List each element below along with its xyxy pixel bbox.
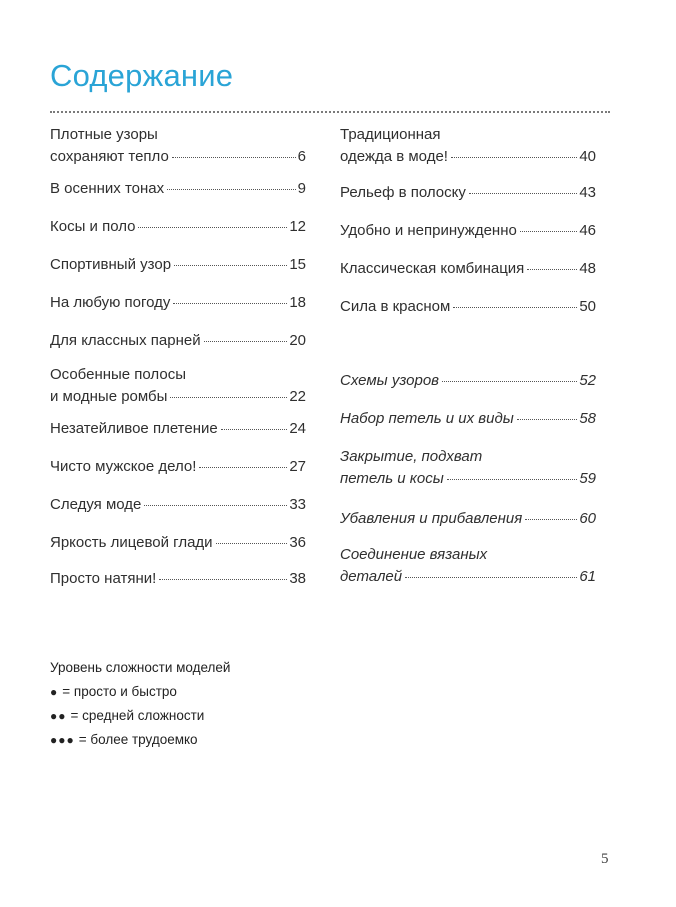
toc-page-number: 33 <box>289 496 306 513</box>
toc-page-number: 43 <box>579 184 596 201</box>
toc-entry[interactable] <box>50 456 306 478</box>
toc-page-number: 12 <box>289 218 306 235</box>
toc-entry[interactable] <box>50 254 306 276</box>
toc-page-number: 36 <box>289 534 306 551</box>
toc-entry-title: Убавления и прибавления <box>340 510 523 527</box>
toc-entry-title: Набор петель и их виды <box>340 410 514 427</box>
dot-leader <box>170 396 287 398</box>
toc-entry[interactable] <box>50 124 306 168</box>
toc-entry-row <box>340 258 596 280</box>
toc-entry-title: деталей <box>340 568 403 585</box>
toc-entry-row <box>340 566 596 588</box>
toc-entry-title: Незатейливое плетение <box>50 420 218 437</box>
toc-entry-title: Просто натяни! <box>50 570 157 587</box>
toc-page-number: 22 <box>289 388 306 405</box>
toc-page-number: 52 <box>579 372 596 389</box>
toc-page-number: 60 <box>579 510 596 527</box>
legend-item-medium <box>50 708 230 723</box>
toc-entry-title: Рельеф в полоску <box>340 184 466 201</box>
toc-entry-row <box>50 330 306 352</box>
toc-entry-row <box>50 418 306 440</box>
toc-entry-row <box>50 532 306 554</box>
toc-entry-row <box>340 370 596 392</box>
toc-entry-row <box>50 146 306 168</box>
toc-entry[interactable] <box>340 544 596 588</box>
difficulty-legend <box>50 660 230 756</box>
toc-entry-title: В осенних тонах <box>50 180 165 197</box>
dot-leader <box>144 504 287 506</box>
dot-leader <box>159 578 287 580</box>
toc-entry-row <box>340 146 596 168</box>
toc-entry-row <box>340 296 596 318</box>
legend-heading: Уровень сложности моделей <box>50 660 231 675</box>
toc-entry-row <box>50 568 306 590</box>
toc-entry-title: Чисто мужское дело! <box>50 458 197 475</box>
toc-page-number: 18 <box>289 294 306 311</box>
dot-leader <box>199 466 287 468</box>
toc-entry-row <box>340 408 596 430</box>
toc-page-number: 6 <box>297 148 306 165</box>
dot-leader <box>167 188 296 190</box>
dot-leader <box>138 226 287 228</box>
legend-item-easy <box>50 684 230 699</box>
dot-leader <box>221 428 288 430</box>
toc-entry[interactable] <box>340 408 596 430</box>
dot-leader <box>525 518 577 520</box>
toc-entry-row <box>340 182 596 204</box>
toc-entry[interactable] <box>340 220 596 242</box>
toc-page-number: 61 <box>579 568 596 585</box>
toc-entry-title: сохраняют тепло <box>50 148 169 165</box>
toc-entry[interactable] <box>50 292 306 314</box>
legend-item-label: = средней сложности <box>70 708 205 723</box>
dot-leader <box>451 156 577 158</box>
dot-leader <box>216 542 288 544</box>
toc-page-number: 59 <box>579 470 596 487</box>
toc-entry-title: Для классных парней <box>50 332 201 349</box>
toc-entry[interactable] <box>50 178 306 200</box>
legend-item-label: = более трудоемко <box>78 732 198 747</box>
dot-leader <box>469 192 577 194</box>
toc-entry-title: Косы и поло <box>50 218 136 235</box>
dot-leader <box>453 306 577 308</box>
dot-leader <box>527 268 577 270</box>
toc-entry-title-line: Особенные полосы <box>50 366 186 383</box>
toc-entry-title-line: Плотные узоры <box>50 126 158 143</box>
toc-entry-title: Яркость лицевой глади <box>50 534 213 551</box>
dot-leader <box>173 302 287 304</box>
page-title: Содержание <box>50 58 234 93</box>
toc-entry-title: Схемы узоров <box>340 372 439 389</box>
toc-entry[interactable] <box>50 330 306 352</box>
toc-page-number: 50 <box>579 298 596 315</box>
toc-entry-title: и модные ромбы <box>50 388 168 405</box>
difficulty-dot-icon: ● <box>50 684 59 699</box>
difficulty-dot-icon: ●●● <box>50 732 75 747</box>
title-divider <box>50 111 610 113</box>
toc-entry-title: петель и косы <box>340 470 444 487</box>
page-number: 5 <box>601 851 609 867</box>
dot-leader <box>405 576 577 578</box>
toc-page-number: 40 <box>579 148 596 165</box>
toc-entry-title-line: Традиционная <box>340 126 441 143</box>
toc-entry[interactable] <box>50 216 306 238</box>
toc-page-number: 58 <box>579 410 596 427</box>
toc-entry-title: Сила в красном <box>340 298 451 315</box>
toc-entry-row <box>340 220 596 242</box>
toc-entry-row <box>50 216 306 238</box>
toc-entry-row <box>50 456 306 478</box>
toc-entry[interactable] <box>340 370 596 392</box>
dot-leader <box>517 418 578 420</box>
toc-entry[interactable] <box>50 568 306 590</box>
dot-leader <box>447 478 578 480</box>
toc-entry[interactable] <box>340 508 596 530</box>
dot-leader <box>172 156 296 158</box>
toc-entry[interactable] <box>340 182 596 204</box>
toc-page-number: 48 <box>579 260 596 277</box>
toc-entry-title-line: Закрытие, подхват <box>340 448 483 465</box>
dot-leader <box>442 380 577 382</box>
toc-entry-row <box>340 508 596 530</box>
toc-page-number: 9 <box>297 180 306 197</box>
toc-entry-title: На любую погоду <box>50 294 171 311</box>
dot-leader <box>204 340 288 342</box>
dot-leader <box>174 264 287 266</box>
toc-page-number: 27 <box>289 458 306 475</box>
toc-entry-row <box>50 494 306 516</box>
toc-entry[interactable] <box>50 494 306 516</box>
toc-page-number: 24 <box>289 420 306 437</box>
toc-page-number: 15 <box>289 256 306 273</box>
toc-entry[interactable] <box>50 364 306 408</box>
toc-entry[interactable] <box>340 258 596 280</box>
toc-entry-row <box>50 386 306 408</box>
legend-item-hard <box>50 732 230 747</box>
toc-entry[interactable] <box>340 124 596 168</box>
toc-entry-title-line: Соединение вязаных <box>340 546 488 563</box>
dot-leader <box>520 230 577 232</box>
toc-page-number: 20 <box>289 332 306 349</box>
toc-entry-row <box>340 468 596 490</box>
toc-page-number: 38 <box>289 570 306 587</box>
difficulty-dot-icon: ●● <box>50 708 67 723</box>
toc-entry-title: Спортивный узор <box>50 256 172 273</box>
toc-entry[interactable] <box>340 446 596 490</box>
toc-page-number: 46 <box>579 222 596 239</box>
toc-entry[interactable] <box>340 296 596 318</box>
toc-entry-title: Удобно и непринужденно <box>340 222 517 239</box>
toc-entry-title: одежда в моде! <box>340 148 448 165</box>
toc-entry-title: Следуя моде <box>50 496 142 513</box>
toc-entry[interactable] <box>50 418 306 440</box>
toc-entry-row <box>50 178 306 200</box>
toc-entry[interactable] <box>50 532 306 554</box>
toc-entry-row <box>50 292 306 314</box>
toc-entry-row <box>50 254 306 276</box>
legend-item-label: = просто и быстро <box>62 684 177 699</box>
toc-entry-title: Классическая комбинация <box>340 260 525 277</box>
